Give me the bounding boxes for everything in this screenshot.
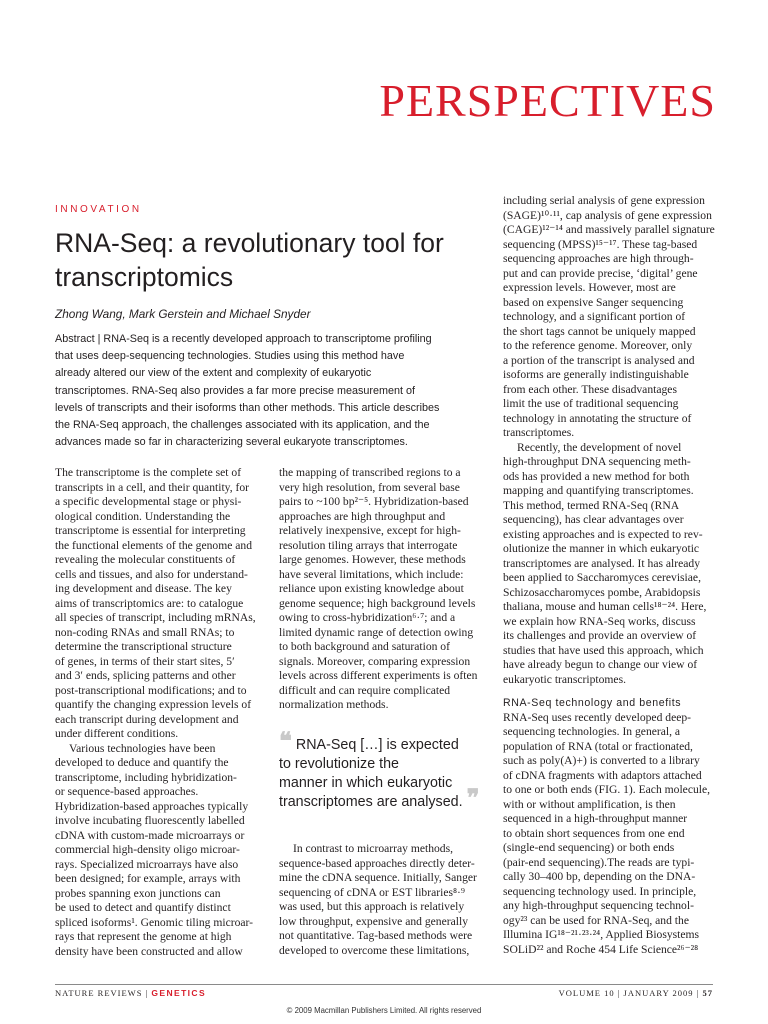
body-line: a portion of the transcript is analysed and bbox=[503, 353, 695, 367]
body-line: rays. Specialized microarrays have also bbox=[55, 857, 239, 871]
body-line: resolution tiling arrays that interrogate bbox=[279, 538, 458, 552]
article-title: RNA-Seq: a revolutionary tool for transcriptomics bbox=[55, 228, 444, 292]
body-line: (SAGE)¹⁰·¹¹, cap analysis of gene expression bbox=[503, 208, 712, 222]
body-line: sequencing (MPSS)¹⁵⁻¹⁷. These tag-based bbox=[503, 237, 698, 251]
body-line: sequence-based approaches directly deter- bbox=[279, 856, 475, 870]
pull-quote-line: ❝ RNA-Seq […] is expected bbox=[279, 729, 459, 755]
abstract-line: already altered our view of the extent and complexity of eukaryotic bbox=[55, 367, 372, 380]
body-line: approaches are high throughput and bbox=[279, 509, 446, 523]
body-line: Illumina IG¹⁸⁻²¹·²³·²⁴, Applied Biosystems bbox=[503, 928, 700, 941]
body-line: thaliana, mouse and human cells¹⁸⁻²⁴. Here, bbox=[503, 600, 707, 613]
body-line: quantify the changing expression levels of bbox=[55, 698, 252, 711]
body-line: a specific developmental stage or physi- bbox=[55, 495, 242, 508]
pull-quote-line: manner in which eukaryotic bbox=[279, 775, 453, 791]
body-line: probes spanning exon junctions can bbox=[55, 886, 221, 900]
body-line: have several limitations, which include: bbox=[279, 567, 464, 581]
body-line: ological condition. Understanding the bbox=[55, 509, 231, 523]
body-line: we explain how RNA-Seq works, discuss bbox=[503, 614, 696, 628]
body-line: developed to deduce and quantify the bbox=[55, 756, 229, 769]
body-line: of genes, in terms of their start sites, 5′ bbox=[55, 654, 235, 668]
body-line: pairs to ~100 bp²⁻⁵. Hybridization-based bbox=[279, 495, 469, 508]
body-line: each transcript during development and bbox=[55, 712, 239, 726]
footer-issue bbox=[559, 988, 713, 998]
body-line: population of RNA (total or fractionated, bbox=[503, 739, 693, 753]
body-line: (pair-end sequencing).The reads are typi- bbox=[503, 855, 695, 869]
body-line: not quantitative. Tag-based methods were bbox=[279, 929, 473, 942]
body-line: ing development and disease. The key bbox=[55, 582, 232, 595]
body-line: SOLiD²² and Roche 454 Life Science²⁶⁻²⁸ bbox=[503, 942, 699, 956]
body-line: normalization methods. bbox=[279, 698, 389, 711]
body-line: be used to detect and quantify distinct bbox=[55, 901, 231, 914]
body-line: sequencing technologies. In general, a bbox=[503, 725, 681, 738]
section-subheading: RNA-Seq technology and benefits bbox=[503, 697, 682, 709]
body-line: technology in annotating the structure of bbox=[503, 411, 692, 425]
body-line: olutionize the manner in which eukaryotic bbox=[503, 542, 700, 555]
body-line: transcriptome is essential for interpreting bbox=[55, 524, 246, 537]
body-line: density have been constructed and allow bbox=[55, 944, 243, 958]
body-line: owing to cross-hybridization⁶·⁷; and a bbox=[279, 611, 456, 624]
body-line: sequencing of cDNA or EST libraries⁸·⁹ bbox=[279, 885, 465, 899]
body-line: involve incubating fluorescently labelled bbox=[55, 814, 245, 827]
body-line: large genomes. However, these methods bbox=[279, 553, 466, 566]
body-line: difficult and can require complicated bbox=[279, 683, 451, 697]
category-label: INNOVATION bbox=[55, 204, 142, 215]
body-line: technology, and a significant portion of bbox=[503, 310, 686, 323]
body-line: from each other. These disadvantages bbox=[503, 382, 677, 396]
body-line: the functional elements of the genome and bbox=[55, 538, 253, 552]
body-line: ods has provided a new method for both bbox=[503, 469, 690, 483]
body-line: been designed; for example, arrays with bbox=[55, 872, 241, 885]
body-line: put and can provide precise, ‘digital’ gene bbox=[503, 266, 698, 280]
body-line: sequencing approaches are high through- bbox=[503, 252, 694, 265]
body-column-2-bottom bbox=[279, 842, 489, 958]
body-line: transcriptome, including hybridization- bbox=[55, 770, 237, 784]
body-line: to one or both ends (FIG. 1). Each molecule, bbox=[503, 783, 711, 796]
body-line: including serial analysis of gene expression bbox=[503, 194, 705, 207]
journal-section: GENETICS bbox=[151, 988, 207, 998]
body-line: relatively inexpensive, except for high- bbox=[279, 524, 461, 537]
body-line: commercial high-density oligo microar- bbox=[55, 843, 240, 856]
body-line: have already begun to change our view of bbox=[503, 658, 698, 671]
body-line: (CAGE)¹²⁻¹⁴ and massively parallel signature bbox=[503, 223, 715, 236]
body-line: any high-throughput sequencing technol- bbox=[503, 899, 694, 912]
article-authors: Zhong Wang, Mark Gerstein and Michael Snyder bbox=[55, 307, 311, 321]
pull-quote bbox=[279, 729, 504, 812]
body-line: been applied to Saccharomyces cerevisiae, bbox=[503, 571, 701, 584]
body-line: based on expensive Sanger sequencing bbox=[503, 295, 684, 309]
body-column-1 bbox=[55, 466, 265, 959]
copyright-notice: © 2009 Macmillan Publishers Limited. All rights reserved bbox=[286, 1006, 482, 1015]
body-line: sequencing technology used. In principle, bbox=[503, 884, 697, 898]
footer-journal: NATURE REVIEWS | GENETICS bbox=[55, 988, 207, 998]
body-line: Recently, the development of novel bbox=[517, 440, 682, 454]
body-line: developed to overcome these limitations, bbox=[279, 943, 470, 957]
body-line: ogy²³ can be used for RNA-Seq, and the bbox=[503, 913, 689, 927]
body-line: Various technologies have been bbox=[69, 741, 216, 755]
body-column-2-top bbox=[279, 466, 489, 713]
pull-quote-line: to revolutionize the bbox=[279, 756, 400, 772]
body-line: mine the cDNA sequence. Initially, Sanger bbox=[279, 871, 477, 884]
body-line: cally 30–400 bp, depending on the DNA- bbox=[503, 870, 696, 883]
body-line: its challenges and provide an overview of bbox=[503, 629, 697, 642]
abstract-line: Abstract | RNA-Seq is a recently developed approach to transcriptome profiling bbox=[55, 333, 432, 345]
body-line: low throughput, expensive and generally bbox=[279, 914, 468, 928]
body-line: This method, termed RNA-Seq (RNA bbox=[503, 498, 680, 512]
body-line: very high resolution, from several base bbox=[279, 480, 460, 494]
body-line: with or without amplification, is then bbox=[503, 797, 676, 811]
body-line: Schizosaccharomyces pombe, Arabidopsis bbox=[503, 585, 701, 599]
body-line: genome sequence; high background levels bbox=[279, 596, 476, 610]
body-line: levels across different experiments is often bbox=[279, 669, 478, 682]
body-line: of cDNA fragments with adaptors attached bbox=[503, 768, 702, 782]
journal-name: NATURE REVIEWS bbox=[55, 988, 143, 998]
body-line: the mapping of transcribed regions to a bbox=[279, 466, 461, 479]
body-line: Hybridization-based approaches typically bbox=[55, 799, 249, 813]
page-number: 57 bbox=[702, 988, 713, 998]
body-line: transcriptomes are analysed. It has already bbox=[503, 556, 701, 570]
body-line: cDNA with custom-made microarrays or bbox=[55, 828, 245, 842]
body-column-3 bbox=[503, 194, 715, 957]
body-line: to both background and saturation of bbox=[279, 640, 450, 653]
body-line: cells and tissues, and also for understand- bbox=[55, 567, 248, 581]
body-line: eukaryotic transcriptomes. bbox=[503, 672, 626, 686]
abstract-line: the RNA-Seq approach, the challenges associated with its application, and the bbox=[55, 419, 430, 432]
body-line: non-coding RNAs and small RNAs; to bbox=[55, 625, 235, 639]
abstract-line: advances made so far in characterizing several eukaryote transcriptomes. bbox=[55, 436, 408, 449]
section-header: PERSPECTIVES bbox=[379, 75, 716, 126]
body-line: limit the use of traditional sequencing bbox=[503, 397, 679, 410]
body-line: to the reference genome. Moreover, only bbox=[503, 339, 693, 352]
body-line: reliance upon existing knowledge about bbox=[279, 582, 464, 595]
body-line: all species of transcript, including mRNAs, bbox=[55, 611, 256, 624]
body-line: (single-end sequencing) or both ends bbox=[503, 841, 675, 854]
body-line: In contrast to microarray methods, bbox=[293, 842, 454, 855]
body-line: signals. Moreover, comparing expression bbox=[279, 654, 471, 668]
body-line: was used, but this approach is relatively bbox=[279, 900, 465, 913]
body-line: transcriptomes. bbox=[503, 426, 575, 439]
body-line: under different conditions. bbox=[55, 727, 179, 740]
abstract-line: that uses deep-sequencing technologies. Studies using this method have bbox=[55, 350, 405, 363]
body-line: RNA-Seq uses recently developed deep- bbox=[503, 710, 692, 724]
body-line: sequencing), has clear advantages over bbox=[503, 513, 684, 526]
body-line: existing approaches and is expected to rev- bbox=[503, 527, 703, 541]
body-line: high-throughput DNA sequencing meth- bbox=[503, 455, 691, 468]
body-line: sequenced in a high-throughput manner bbox=[503, 812, 688, 825]
body-line: determine the transcriptional structure bbox=[55, 640, 232, 653]
body-line: rays that represent the genome at high bbox=[55, 930, 232, 943]
footer-divider bbox=[55, 984, 713, 985]
pull-quote-line: transcriptomes are analysed. ❞ bbox=[279, 786, 480, 812]
body-line: and 3′ ends, splicing patterns and other bbox=[55, 669, 236, 682]
body-line: post-transcriptional modifications; and to bbox=[55, 683, 247, 697]
body-line: transcripts in a cell, and their quantity, for bbox=[55, 480, 250, 494]
open-quote-icon: ❝ bbox=[279, 729, 292, 755]
body-line: aims of transcriptomics are: to catalogue bbox=[55, 596, 244, 610]
abstract-line: levels of transcripts and their isoforms than other methods. This article describes bbox=[55, 401, 440, 414]
close-quote-icon: ❞ bbox=[466, 786, 480, 812]
body-line: The transcriptome is the complete set of bbox=[55, 466, 242, 479]
body-line: isoforms are generally indistinguishable bbox=[503, 368, 689, 381]
body-line: revealing the molecular constituents of bbox=[55, 553, 236, 566]
body-line: to obtain short sequences from one end bbox=[503, 826, 685, 840]
issue-info: VOLUME 10 | JANUARY 2009 | bbox=[558, 988, 700, 998]
abstract-line: transcriptomes. RNA-Seq also provides a far more precise measurement of bbox=[55, 384, 416, 397]
abstract bbox=[55, 331, 491, 451]
body-line: limited dynamic range of detection owing bbox=[279, 625, 474, 639]
body-line: such as poly(A)+) is converted to a library bbox=[503, 754, 700, 767]
body-line: the short tags cannot be uniquely mapped bbox=[503, 324, 696, 338]
body-line: or sequence-based approaches. bbox=[55, 785, 199, 798]
body-line: expression levels. However, most are bbox=[503, 281, 676, 294]
body-line: mapping and quantifying transcriptomes. bbox=[503, 484, 694, 497]
body-line: spliced isoforms¹. Genomic tiling microar- bbox=[55, 915, 254, 929]
body-line: studies that have used this approach, which bbox=[503, 643, 704, 657]
